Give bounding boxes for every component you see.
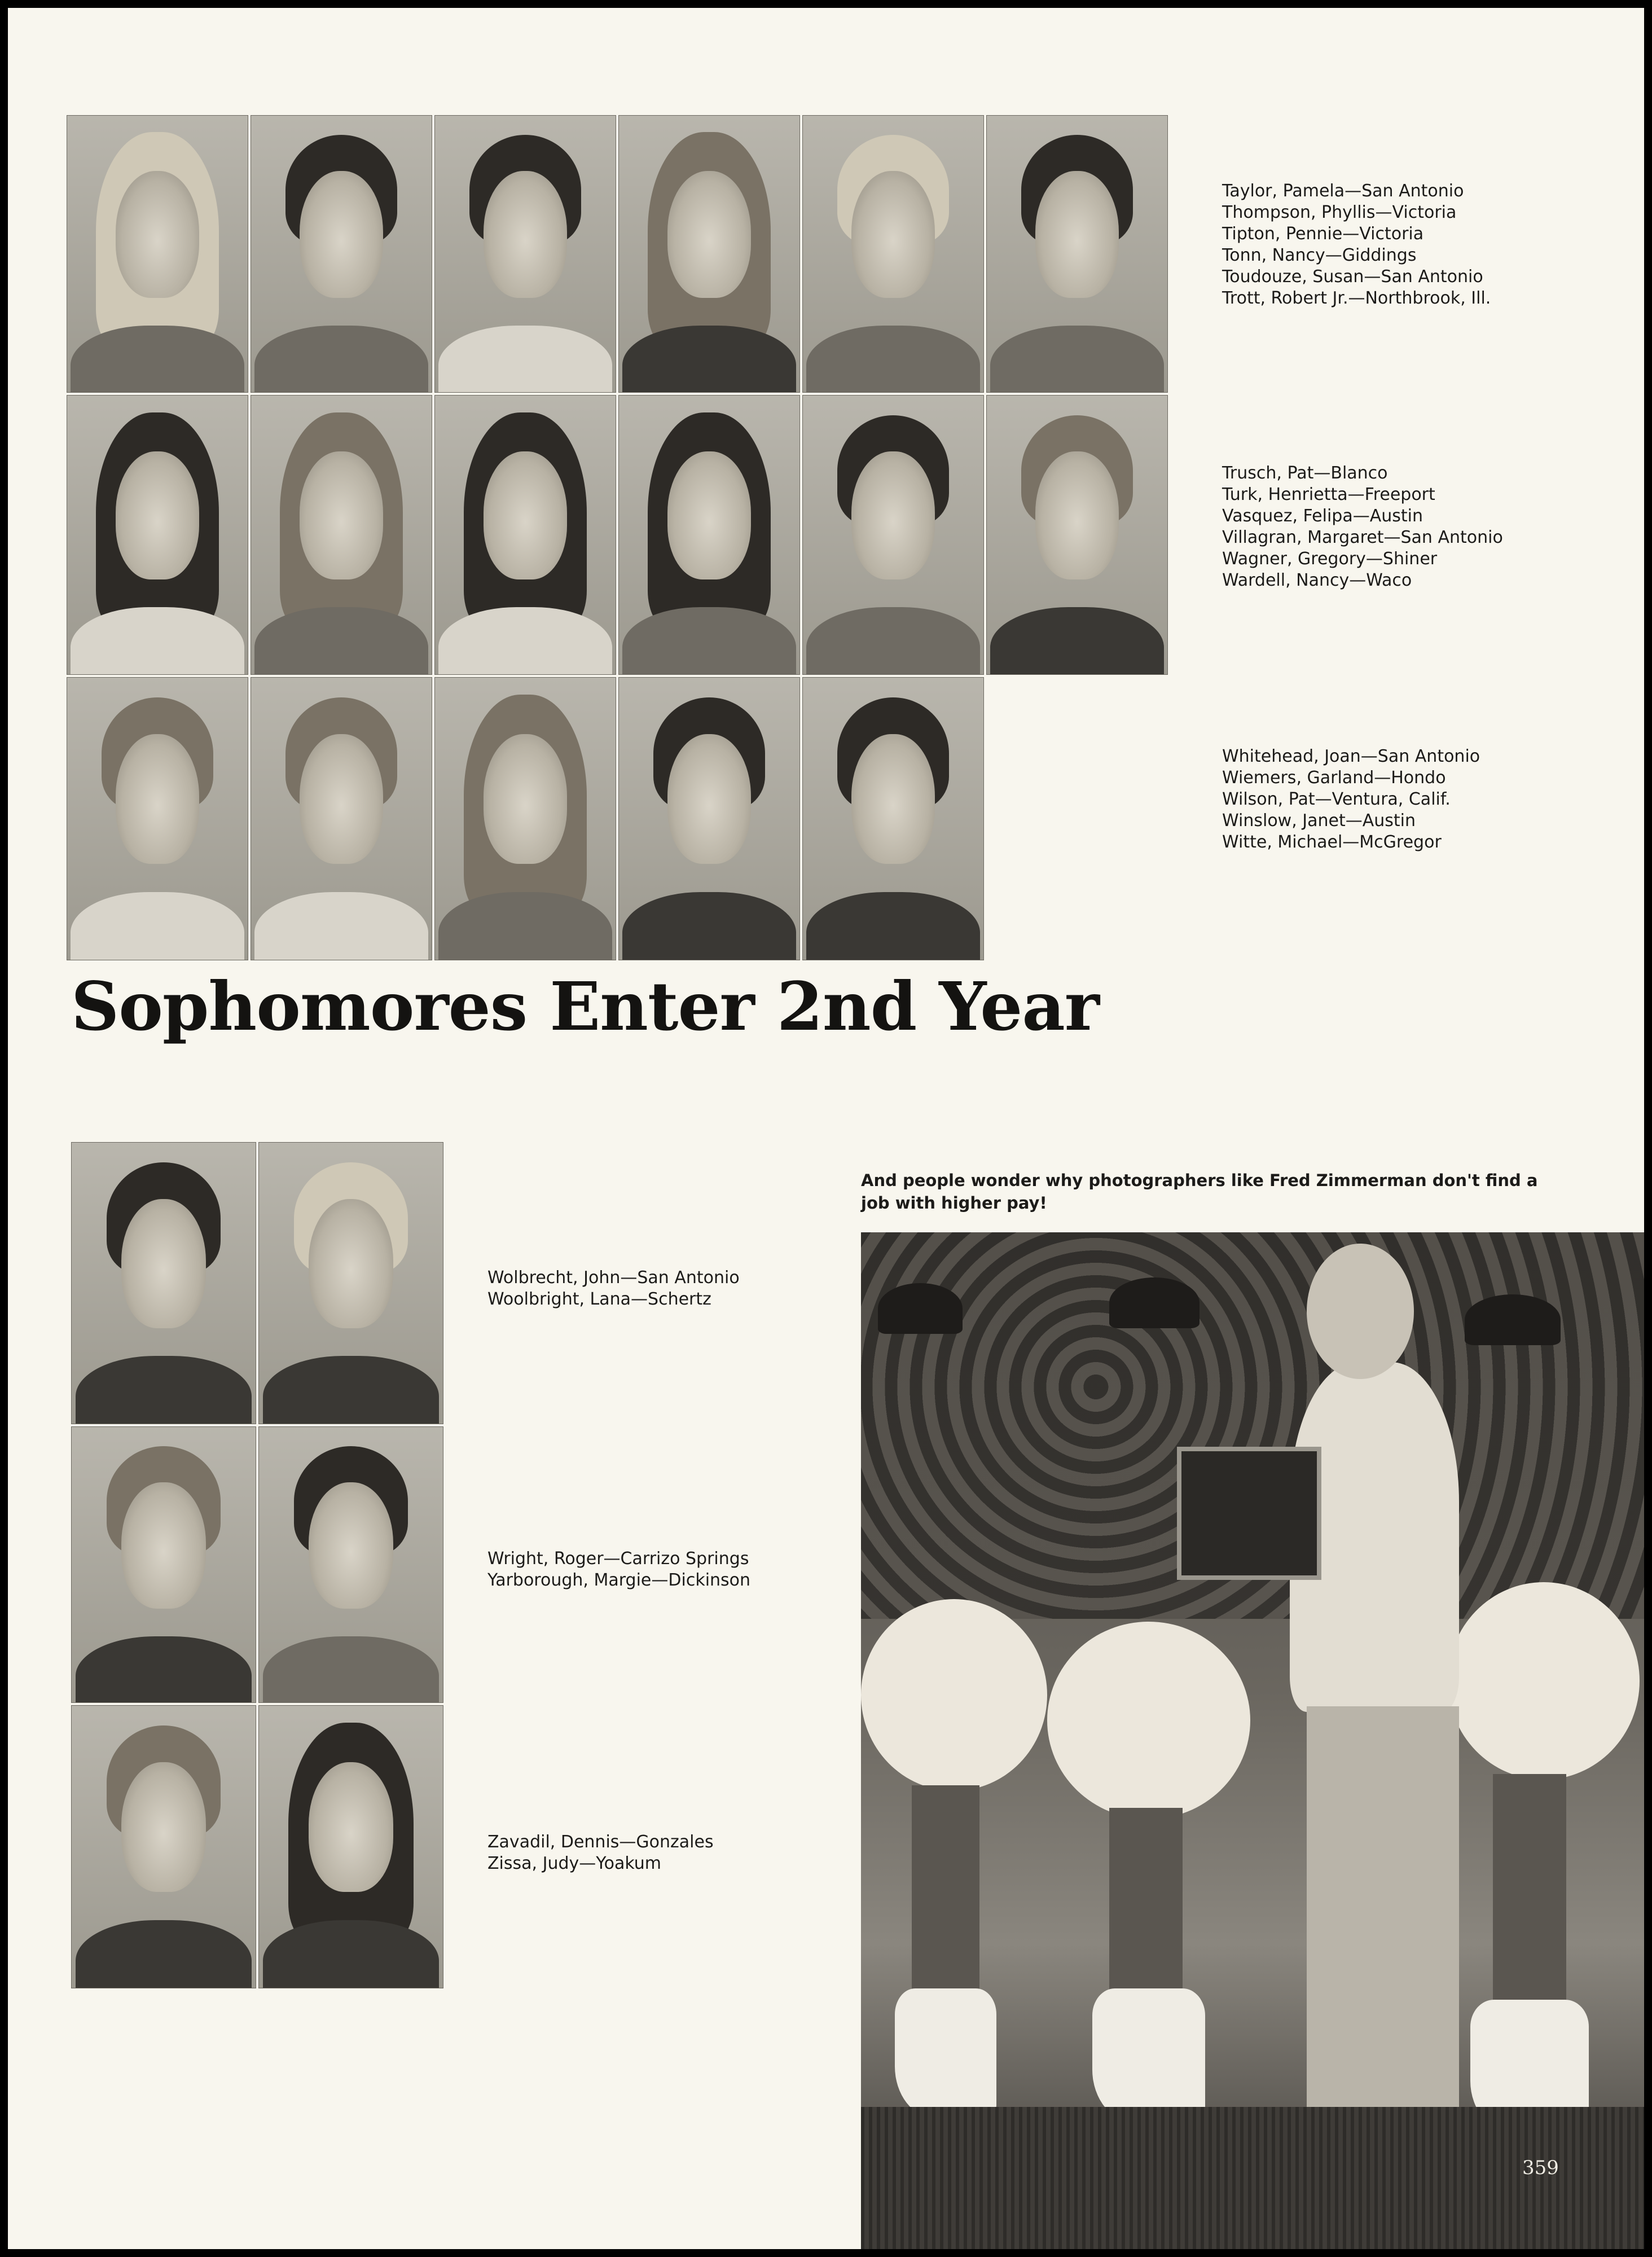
photo-caption: And people wonder why photographers like Fred Zimmerman don't find a job with higher pay!: [861, 1171, 1538, 1213]
student-name: Toudouze, Susan—San Antonio: [1222, 267, 1483, 287]
performer-legs: [1493, 1774, 1566, 2017]
yearbook-page: [8, 8, 1644, 2249]
portrait-wright-roger: [71, 1426, 256, 1703]
portrait-toudouze-susan: [802, 115, 984, 393]
student-name: Thompson, Phyllis—Victoria: [1222, 203, 1457, 222]
portrait-witte-michael: [802, 677, 984, 960]
page-number: 359: [1522, 2157, 1559, 2179]
student-name: Witte, Michael—McGregor: [1222, 832, 1442, 852]
performer-boot: [1092, 1988, 1205, 2124]
portrait-taylor-pamela: [67, 115, 248, 393]
student-name: Wiemers, Garland—Hondo: [1222, 768, 1446, 788]
student-name: Wilson, Pat—Ventura, Calif.: [1222, 789, 1451, 809]
performer-hat: [1465, 1294, 1561, 1345]
student-name: Yarborough, Margie—Dickinson: [487, 1570, 751, 1590]
performer-skirt: [861, 1599, 1047, 1791]
portrait-wolbrecht-john: [71, 1142, 256, 1424]
portrait-zavadil-dennis: [71, 1705, 256, 1988]
portrait-winslow-janet: [618, 677, 800, 960]
performer-boot: [895, 1988, 996, 2118]
student-name: Zissa, Judy—Yoakum: [487, 1854, 662, 1873]
name-list-row-2: [1222, 463, 1503, 591]
page-headline: Sophomores Enter 2nd Year: [71, 967, 1099, 1046]
portrait-tonn-nancy: [618, 115, 800, 393]
student-name: Taylor, Pamela—San Antonio: [1222, 181, 1464, 201]
name-list-pair-1: [487, 1267, 740, 1310]
name-list-pair-3: [487, 1832, 714, 1874]
student-name: Whitehead, Joan—San Antonio: [1222, 747, 1480, 766]
performer-hat: [878, 1283, 963, 1334]
portrait-trott-robert: [986, 115, 1168, 393]
student-name: Trott, Robert Jr.—Northbrook, Ill.: [1222, 288, 1491, 308]
performer-legs: [912, 1785, 979, 2022]
performer-hat: [1109, 1277, 1200, 1328]
portrait-thompson-phyllis: [251, 115, 432, 393]
portrait-tipton-pennie: [434, 115, 616, 393]
portrait-wilson-pat: [434, 677, 616, 960]
photographer-head: [1307, 1244, 1414, 1379]
portrait-wagner-gregory: [802, 395, 984, 675]
performer-skirt: [1047, 1622, 1250, 1819]
student-name: Wagner, Gregory—Shiner: [1222, 549, 1438, 569]
portrait-villagran-margaret: [618, 395, 800, 675]
portrait-yarborough-margie: [258, 1426, 443, 1703]
portrait-trusch-pat: [67, 395, 248, 675]
student-name: Villagran, Margaret—San Antonio: [1222, 528, 1503, 547]
name-list-row-3: [1222, 746, 1480, 853]
student-name: Trusch, Pat—Blanco: [1222, 463, 1388, 483]
student-name: Tipton, Pennie—Victoria: [1222, 224, 1424, 244]
portrait-wiemers-garland: [251, 677, 432, 960]
performer-skirt: [1448, 1582, 1640, 1780]
student-name: Winslow, Janet—Austin: [1222, 811, 1416, 831]
student-name: Wright, Roger—Carrizo Springs: [487, 1549, 749, 1569]
student-name: Wardell, Nancy—Waco: [1222, 570, 1412, 590]
student-name: Woolbright, Lana—Schertz: [487, 1289, 711, 1309]
portrait-vasquez-felipa: [434, 395, 616, 675]
candid-photographer-photo: [861, 1232, 1644, 2249]
portrait-turk-henrietta: [251, 395, 432, 675]
portrait-whitehead-joan: [67, 677, 248, 960]
camera-icon: [1177, 1447, 1321, 1580]
name-list-row-1: [1222, 181, 1491, 309]
student-name: Zavadil, Dennis—Gonzales: [487, 1832, 714, 1852]
student-name: Turk, Henrietta—Freeport: [1222, 485, 1435, 504]
name-list-pair-2: [487, 1548, 750, 1591]
student-name: Tonn, Nancy—Giddings: [1222, 245, 1417, 265]
portrait-zissa-judy: [258, 1705, 443, 1988]
portrait-woolbright-lana: [258, 1142, 443, 1424]
portrait-wardell-nancy: [986, 395, 1168, 675]
student-name: Wolbrecht, John—San Antonio: [487, 1268, 740, 1288]
student-name: Vasquez, Felipa—Austin: [1222, 506, 1423, 526]
